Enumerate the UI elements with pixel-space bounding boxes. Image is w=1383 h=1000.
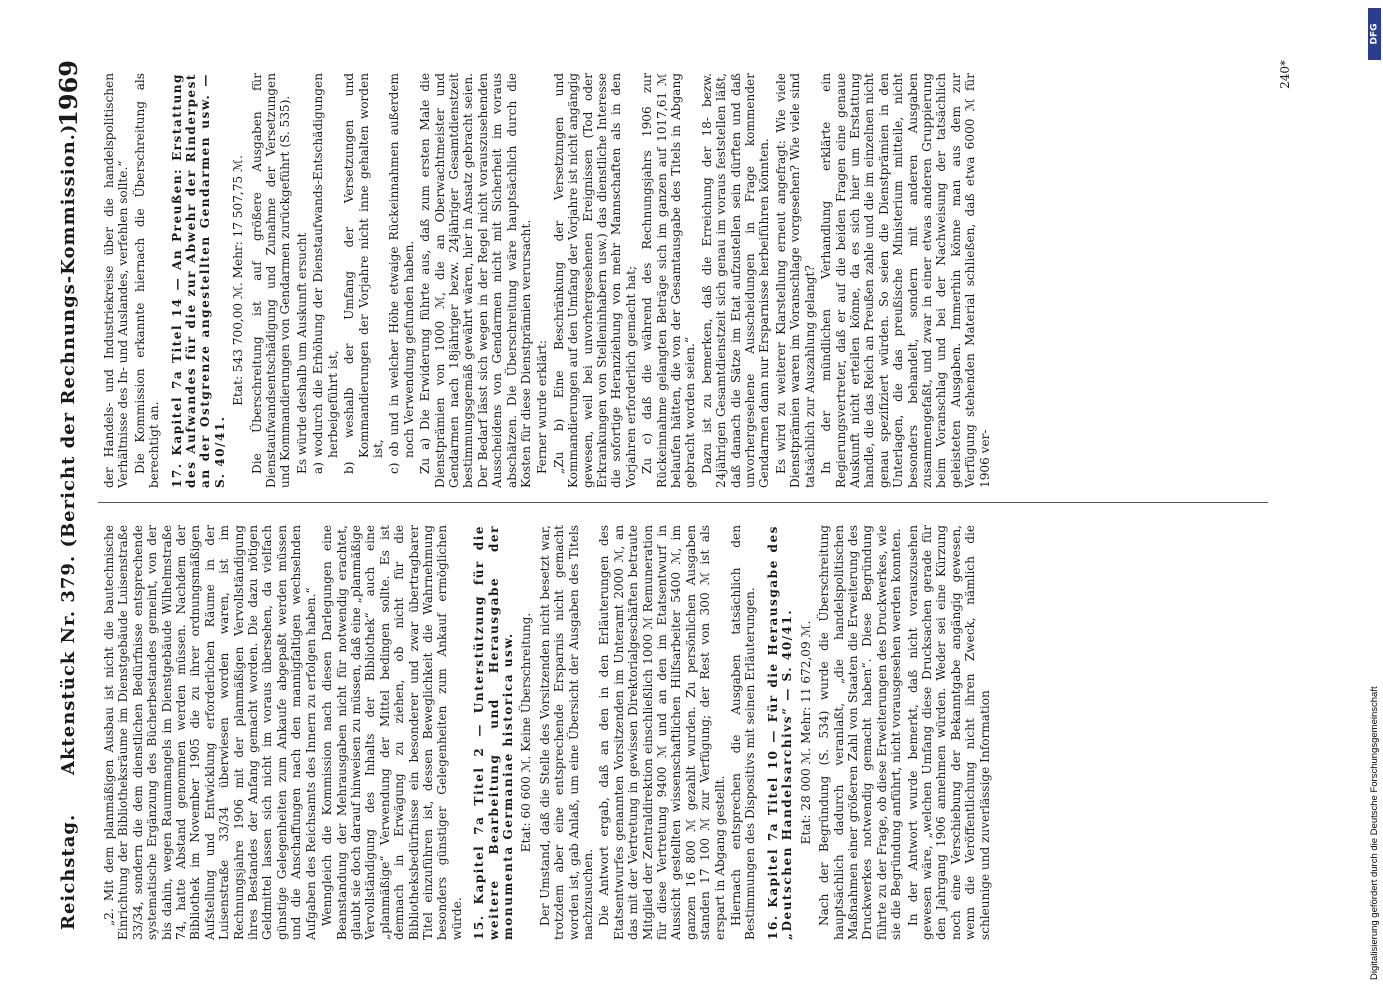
budget-line: Etat: 60 600 ℳ. Keine Überschreitung.	[519, 612, 534, 853]
paragraph: In der mündlichen Verhandlung erklärte ein Regierungsvertreter, daß er auf die beiden Fragen eine genaue Auskunft nicht erteilen könne, da es sich hier um Erstattung handle, die das Reich an Preußen zahle und die im einzelnen nicht genau spezifiziert würden. So seien die Dienstprämien in den Unterlagen, die das preußische Ministerium mitteile, nicht besonders behandelt, sondern mit anderen Ausgaben zusammengefaßt, und zwar in einer etwas anderen Gruppierung beim Voranschlag und bei der Nachweisung der tatsächlich geleisteten Ausgaben. Immerhin könne man aus dem zur Verfügung stehenden Material schließen, daß etwa 6000 ℳ für 1906 ver-	[819, 73, 992, 488]
digitization-note: Digitalisierung gefördert durch die Deutsche Forschungsgemeinschaft	[1369, 686, 1380, 980]
paragraph: Die Antwort ergab, daß an den in den Erläuterungen des Etatsentwurfes genannten Vorsitzenden im Unteramt 2000 ℳ, an das mit der Vertretung in gewissen Direktorialgeschäften betraute Mitglied der Zentraldirektion einschließlich 1000 ℳ Remuneration für diese Vertretung 9400 ℳ und an den im Etatsentwurf in Aussicht gestellten wissenschaftlichen Hilfsarbeiter 5400 ℳ, im ganzen 16 800 ℳ gezahlt wurden. Zu persönlichen Ausgaben standen 17 100 ℳ zur Verfügung; der Rest von 300 ℳ ist als erspart in Abgang gestellt.	[597, 525, 727, 940]
header-left: Reichstag.	[58, 813, 79, 930]
paragraph: Hiernach entsprechen die Ausgaben tatsächlich den Bestimmungen des Dispositivs mit seinen Erläuterungen.	[729, 525, 758, 940]
paragraph: Zu c) daß die während des Rechnungsjahrs 1906 zur Rückeinnahme gelangten Beträge sich im ganzen auf 1017,61 ℳ belaufen hätten, die von der Gesamtausgabe des Titels in Abgang gebracht worden seien.“	[640, 73, 698, 488]
paragraph: Die Überschreitung ist auf größere Ausgaben für Dienstaufwandsentschädigung und Zunahme der Versetzungen und Kommandierungen von Gendarmen zurückgeführt (S. 535).	[249, 73, 293, 488]
column-divider	[98, 502, 1268, 503]
paragraph: In der Antwort wurde bemerkt, daß nicht vorauszusehen gewesen wäre, „welchen Umfang diese Drucksachen gerade für den Jahrgang 1906 annehmen würden. Weder sei eine Kürzung noch eine Verschiebung der Bekanntgabe angängig gewesen, wenn die Veröffentlichung nicht ihren Zweck, nämlich die schleunige und zuverlässige Information	[905, 525, 992, 940]
list-item: a) wodurch die Erhöhung der Dienstaufwands-Entschädigungen herbeigeführt ist,	[311, 73, 340, 474]
paragraph: Dazu ist zu bemerken, daß die Erreichung der 18- bezw. 24jährigen Gesamtdienstzeit sich genau im voraus feststellen läßt, daß danach die Sätze im Etat aufzustellen sein dürften und daß unvorhergesehene Ausscheidungen in Frage kommender Gendarmen dann nur Ersparnisse herbeiführen könnten.	[699, 73, 772, 488]
list-item: b) weshalb der Umfang der Versetzungen und Kommandierungen der Vorjahre nicht inne gehalten worden ist,	[342, 73, 385, 474]
paragraph: Die Kommission erkannte hiernach die Überschreitung als berechtigt an.	[132, 73, 162, 488]
paragraph: „Zu b) Eine Beschränkung der Versetzungen und Kommandierungen auf den Umfang der Vorjahre ist nicht angängig gewesen, weil bei unvorhergesehenen Ereignissen (Tod oder Erkrankungen von Stelleninhabern usw.) das dienstliche Interesse die sofortige Heranziehung von mehr Mannschaften als in den Vorjahren erforderlich gemacht hat;	[551, 73, 638, 488]
budget-line: Etat: 28 000 ℳ. Mehr: 11 672,09 ℳ.	[798, 620, 813, 845]
left-column	[102, 525, 1277, 940]
header-title: Aktenstück Nr. 379. (Bericht der Rechnungs-Kommission.)	[58, 123, 79, 775]
sheet-mark: 240*	[1278, 60, 1292, 89]
paragraph: der Handels- und Industriekreise über die handelspolitischen Verhältnisse des In- und Auslandes, verfehlen sollte.“	[102, 73, 131, 488]
paragraph: Wenngleich die Kommission nach diesen Darlegungen eine Beanstandung der Mehrausgaben nicht für notwendig erachtet, glaubt sie doch darauf hinweisen zu müssen, daß eine „planmäßige Vervollständigung des Inhalts der Bibliothek“ auch eine „planmäßige“ Verwendung der Mittel bedingen sollte. Es ist demnach in Erwägung zu ziehen, ob nicht für die Bibliotheksbedürfnisse ein besonderer und zwar übertragbarer Titel einzuführen ist, dessen Beweglichkeit die Wahrnehmung besonders günstiger Gelegenheiten zum Ankauf ermöglichen würde.	[320, 525, 464, 940]
right-column	[102, 73, 1277, 488]
paragraph: Es würde deshalb um Auskunft ersucht	[294, 232, 309, 474]
paragraph: Zu a) Die Erwiderung führte aus, daß zum ersten Male die Dienstprämien von 1000 ℳ, die an Oberwachtmeister und Gendarmen nach 18jähriger bezw. 24jähriger Gesamtdienstzeit bestimmungsgemäß gewährt wären, hier in Ansatz gebracht seien. Der Bedarf lässt sich wegen in der Regel nicht vorauszusehenden Ausscheidens von Gendarmen nicht mit Sicherheit im voraus abschätzen. Die Überschreitung wäre hauptsächlich durch die Kosten für diese Dienstprämien verursacht.	[418, 73, 533, 488]
section-heading: 16. Kapitel 7a Titel 10 — Für die Herausgabe des „Deutschen Handelsarchivs“ — S. 40/41.	[765, 525, 795, 940]
budget-line: Etat: 543 700,00 ℳ. Mehr: 17 507,75 ℳ.	[231, 155, 246, 406]
paragraph: Nach der Begründung (S. 534) wurde die Überschreitung hauptsächlich dadurch veranlaßt, „die handelspolitischen Maßnahmen einer größeren Zahl von Staaten die Erweiterung des Druckwerkes notwendig gemacht haben“. Diese Begründung führte zu der Frage, ob diese Erweiterungen des Druckwerkes, wie sie die Begründung anführt, nicht vorausgesehen werden konnten.	[817, 525, 904, 940]
rotated-page	[50, 60, 1292, 940]
dfg-logo	[1368, 8, 1381, 60]
list-item: c) ob und in welcher Höhe etwaige Rückeinnahmen außerdem noch Verwendung gefunden haben.	[387, 73, 416, 474]
dfg-logo-text: DFG	[1369, 23, 1380, 45]
paragraph: Es wird zu weiterer Klarstellung erneut angefragt: Wie viele Dienstprämien waren im Voranschlage vorgesehen? Wie viele sind tatsächlich zur Auszahlung gelangt?	[773, 73, 817, 488]
paragraph: „2. Mit dem planmäßigen Ausbau ist nicht die bautechnische Einrichtung der Bibliotheksräume im Dienstgebäude Luisenstraße 33/34, sondern die dem dienstlichen Bedürfnisse entsprechende systematische Ergänzung des Bücherbestandes gemeint, von der bis dahin, wegen Raummangels im Dienstgebäude Wilhelmstraße 74, hatte Abstand genommen werden müssen. Nachdem der Bibliothek im November 1905 die zu ihrer ordnungsmäßigen Aufstellung und Entwicklung erforderlichen Räume in der Luisenstraße 33/34 überwiesen worden waren, ist im Rechnungsjahre 1906 mit der planmäßigen Vervollständigung ihres Bestandes der Anfang gemacht worden. Die dazu nötigen Geldmittel lassen sich nicht im voraus übersehen, da vielfach günstige Gelegenheiten zum Ankaufe abgepaßt werden müssen und die Anschaffungen nach den mannigfaltigen wechselnden Aufgaben des Reichsamts des Innern zu erfolgen haben.“	[102, 525, 318, 940]
paragraph: Der Umstand, daß die Stelle des Vorsitzenden nicht besetzt war, trotzdem aber eine entsprechende Ersparnis nicht gemacht worden ist, gab Anlaß, um eine Übersicht der Ausgaben des Titels nachzusuchen.	[537, 525, 595, 940]
page-header	[50, 60, 90, 940]
section-heading: 17. Kapitel 7a Titel 14 — An Preußen: Erstattung des Aufwandes für die zur Abwehr der Rinderpest an der Ostgrenze angestellten Gendarmen usw. — S. 40/41.	[169, 73, 227, 488]
paragraph: Ferner wurde erklärt:	[535, 340, 550, 474]
page-number: 1969	[54, 60, 83, 127]
section-heading: 15. Kapitel 7a Titel 2 — Unterstützung für die weitere Bearbeitung und Herausgabe der monumenta Germaniae historica usw.	[472, 525, 515, 940]
